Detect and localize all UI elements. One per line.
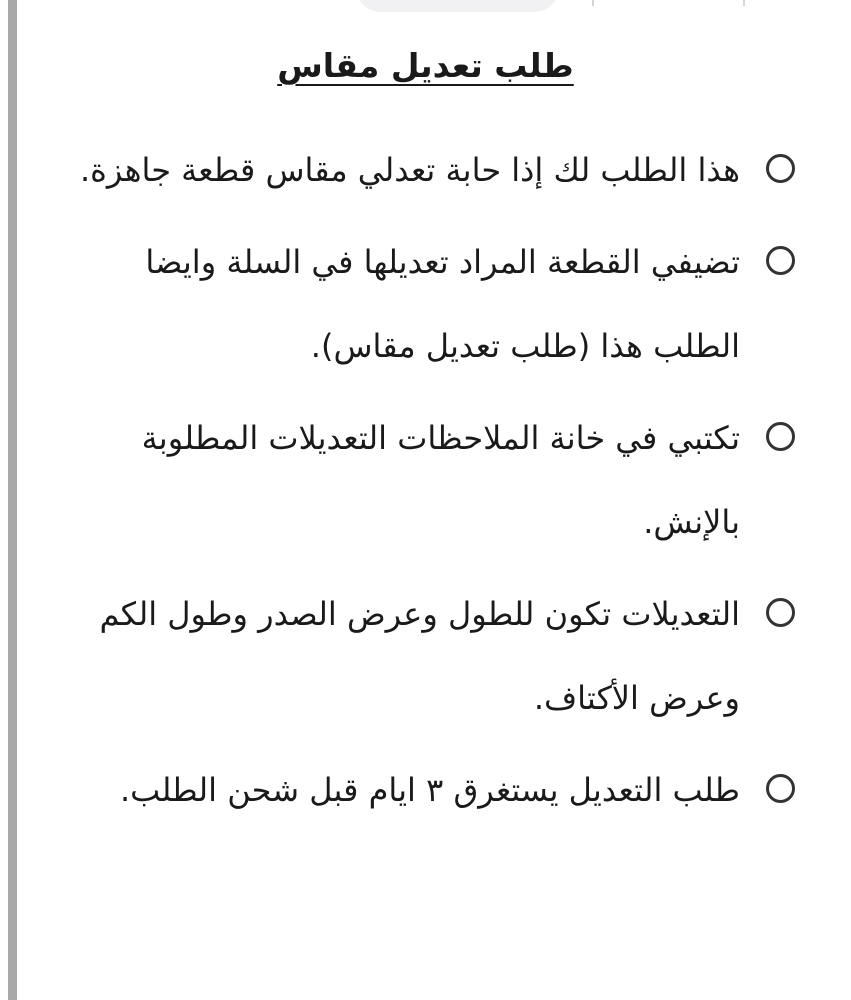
list-item-text: هذا الطلب لك إذا حابة تعدلي مقاس قطعة جاهزة. [79, 151, 740, 189]
list-item [55, 572, 795, 740]
page-title: طلب تعديل مقاس [277, 46, 574, 85]
top-divider [743, 0, 745, 6]
radio-circle-icon[interactable] [766, 422, 795, 451]
list-item-text: التعديلات تكون للطول وعرض الصدر وطول الكم وعرض الأكتاف. [99, 595, 740, 717]
list-item-text: طلب التعديل يستغرق ٣ ايام قبل شحن الطلب. [119, 771, 740, 809]
list-item-text: تضيفي القطعة المراد تعديلها في السلة وايضا الطلب هذا (طلب تعديل مقاس). [145, 243, 740, 365]
radio-circle-icon[interactable] [766, 246, 795, 275]
list-item-text: تكتبي في خانة الملاحظات التعديلات المطلوبة بالإنش. [141, 419, 740, 541]
instructions-list [55, 128, 795, 840]
list-item [55, 748, 795, 832]
list-item [55, 396, 795, 564]
top-pill-button[interactable] [355, 0, 560, 12]
scroll-edge-bar [8, 0, 17, 1000]
list-item [55, 220, 795, 388]
top-divider [592, 0, 594, 6]
radio-circle-icon[interactable] [766, 154, 795, 183]
radio-circle-icon[interactable] [766, 774, 795, 803]
list-item [55, 128, 795, 212]
radio-circle-icon[interactable] [766, 598, 795, 627]
